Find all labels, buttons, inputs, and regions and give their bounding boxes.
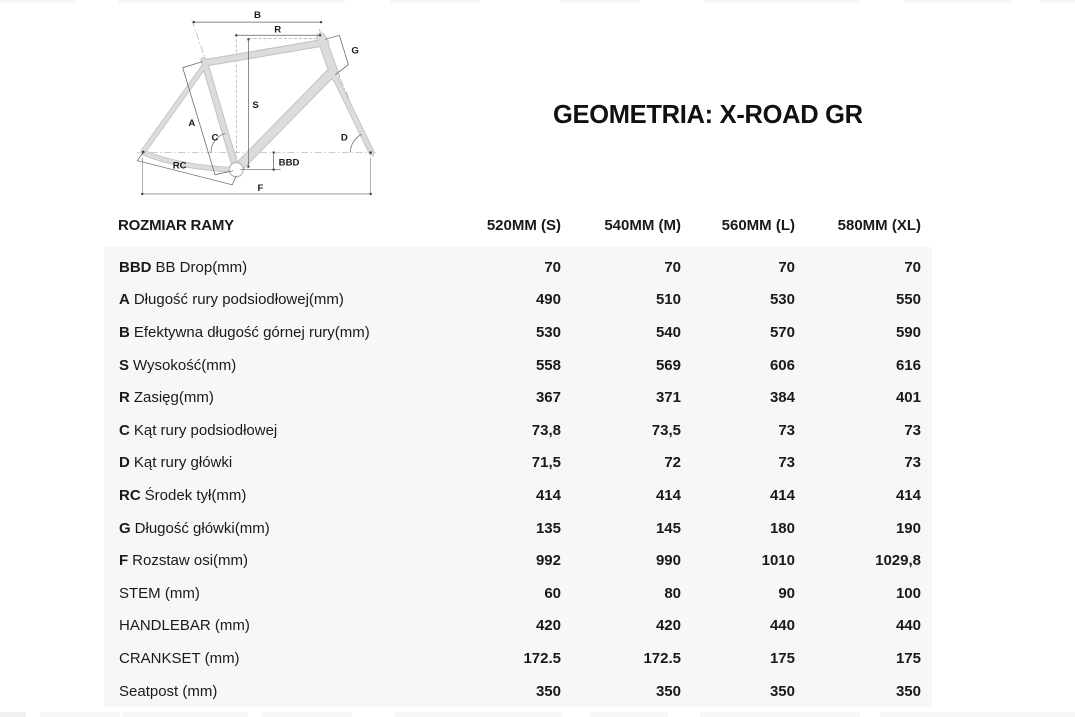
row-description: Zasięg(mm) <box>133 389 214 407</box>
page-title: GEOMETRIA: X-ROAD GR <box>553 99 863 129</box>
value-size-m: 350 <box>655 682 681 700</box>
value-size-m: 70 <box>664 258 681 276</box>
value-size-s: 172.5 <box>523 649 561 667</box>
dim-label-c: C <box>211 132 219 144</box>
value-size-xl: 350 <box>895 682 921 700</box>
value-size-l: 1010 <box>761 552 795 570</box>
row-label <box>104 291 441 308</box>
row-description: HANDLEBAR (mm) <box>119 617 250 635</box>
size-column-header-s: 520MM (S) <box>486 216 561 234</box>
table-row <box>104 414 932 447</box>
frame-size-header: ROZMIAR RAMY <box>118 216 234 234</box>
value-size-m: 172.5 <box>643 649 681 667</box>
cropped-ui-artifact <box>0 712 26 717</box>
row-label <box>104 357 441 374</box>
row-description: Kąt rury podsiodłowej <box>133 421 278 439</box>
dim-label-rc: RC <box>172 160 187 172</box>
value-size-xl: 440 <box>895 617 921 635</box>
row-label <box>104 650 441 667</box>
row-label <box>104 259 441 276</box>
row-code: A <box>119 291 130 309</box>
table-row <box>104 284 932 317</box>
value-size-m: 145 <box>655 519 681 537</box>
row-description: Wysokość(mm) <box>133 356 237 374</box>
value-size-s: 530 <box>535 323 561 341</box>
value-size-l: 175 <box>769 649 795 667</box>
size-column-header-xl: 580MM (XL) <box>837 216 921 234</box>
row-code: B <box>119 323 130 341</box>
value-size-m: 569 <box>655 356 681 374</box>
cropped-ui-artifact <box>700 712 860 717</box>
row-description: Seatpost (mm) <box>119 682 218 700</box>
value-size-xl: 175 <box>895 649 921 667</box>
value-size-l: 180 <box>769 519 795 537</box>
geometry-table-header <box>104 211 932 239</box>
dim-label-r: R <box>274 24 282 36</box>
table-row <box>104 447 932 480</box>
dim-label-d: D <box>340 132 348 144</box>
value-size-m: 72 <box>664 454 681 472</box>
value-size-s: 73,8 <box>531 421 561 439</box>
row-description: Kąt rury główki <box>133 454 233 472</box>
value-size-m: 540 <box>655 323 681 341</box>
value-size-l: 440 <box>769 617 795 635</box>
row-label <box>104 683 441 700</box>
value-size-l: 414 <box>769 486 795 504</box>
table-row <box>104 610 932 643</box>
value-size-xl: 73 <box>904 421 921 439</box>
value-size-s: 992 <box>535 552 561 570</box>
value-size-m: 510 <box>655 291 681 309</box>
cropped-ui-artifact <box>122 712 248 717</box>
row-code: F <box>119 552 129 570</box>
value-size-m: 80 <box>664 584 681 602</box>
value-size-s: 558 <box>535 356 561 374</box>
dim-label-g: G <box>351 45 359 57</box>
dim-label-bbd: BBD <box>278 157 300 169</box>
row-label <box>104 422 441 439</box>
row-label <box>104 389 441 406</box>
value-size-m: 420 <box>655 617 681 635</box>
cropped-ui-artifact <box>395 712 562 717</box>
geometry-table-body <box>104 247 932 707</box>
table-row <box>104 642 932 675</box>
cropped-ui-artifact <box>880 712 1075 717</box>
row-description: Rozstaw osi(mm) <box>132 552 249 570</box>
row-label <box>104 520 441 537</box>
table-row <box>104 577 932 610</box>
size-column-header-m: 540MM (M) <box>604 216 681 234</box>
value-size-s: 367 <box>535 389 561 407</box>
seat-tube-axis-line <box>192 20 206 60</box>
value-size-s: 135 <box>535 519 561 537</box>
row-code: G <box>119 519 131 537</box>
table-row <box>104 479 932 512</box>
cropped-ui-artifact <box>390 0 480 3</box>
row-description: Efektywna długość górnej rury(mm) <box>133 323 370 341</box>
table-row <box>104 675 932 707</box>
value-size-l: 570 <box>769 323 795 341</box>
cropped-ui-artifact <box>905 0 1012 3</box>
row-description: BB Drop(mm) <box>155 258 248 276</box>
value-size-s: 490 <box>535 291 561 309</box>
value-size-l: 73 <box>778 454 795 472</box>
row-description: Długość główki(mm) <box>134 519 270 537</box>
cropped-ui-artifact <box>1040 0 1075 3</box>
value-size-s: 70 <box>544 258 561 276</box>
value-size-m: 73,5 <box>651 421 681 439</box>
row-code: R <box>119 389 130 407</box>
value-size-l: 606 <box>769 356 795 374</box>
row-label <box>104 552 441 569</box>
table-row <box>104 544 932 577</box>
cropped-ui-artifact <box>705 0 860 3</box>
table-row <box>104 381 932 414</box>
value-size-s: 350 <box>535 682 561 700</box>
value-size-m: 414 <box>655 486 681 504</box>
row-code: BBD <box>119 258 152 276</box>
table-row <box>104 316 932 349</box>
value-size-l: 70 <box>778 258 795 276</box>
dim-label-b: B <box>254 10 261 22</box>
value-size-m: 990 <box>655 552 681 570</box>
cropped-ui-artifact <box>0 0 76 3</box>
row-description: STEM (mm) <box>119 584 200 602</box>
row-code: S <box>119 356 130 374</box>
cropped-ui-artifact <box>40 712 120 717</box>
value-size-s: 71,5 <box>531 454 561 472</box>
row-label <box>104 617 441 634</box>
front-axle-dot <box>369 151 372 154</box>
row-description: CRANKSET (mm) <box>119 649 240 667</box>
value-size-s: 60 <box>544 584 561 602</box>
row-description: Długość rury podsiodłowej(mm) <box>133 291 344 309</box>
row-code: C <box>119 421 130 439</box>
value-size-xl: 100 <box>895 584 921 602</box>
table-row <box>104 512 932 545</box>
value-size-xl: 590 <box>895 323 921 341</box>
row-code: D <box>119 454 130 472</box>
table-row <box>104 349 932 382</box>
value-size-l: 73 <box>778 421 795 439</box>
value-size-xl: 73 <box>904 454 921 472</box>
value-size-s: 414 <box>535 486 561 504</box>
value-size-s: 420 <box>535 617 561 635</box>
value-size-xl: 550 <box>895 291 921 309</box>
row-label <box>104 454 441 471</box>
cropped-ui-artifact <box>262 712 352 717</box>
value-size-xl: 1029,8 <box>875 552 921 570</box>
cropped-ui-artifact <box>118 0 345 3</box>
value-size-l: 350 <box>769 682 795 700</box>
value-size-xl: 414 <box>895 486 921 504</box>
row-code: RC <box>119 486 141 504</box>
value-size-m: 371 <box>655 389 681 407</box>
value-size-xl: 190 <box>895 519 921 537</box>
row-label <box>104 487 441 504</box>
cropped-ui-artifact <box>590 712 668 717</box>
size-column-header-l: 560MM (L) <box>721 216 795 234</box>
value-size-xl: 616 <box>895 356 921 374</box>
row-label <box>104 324 441 341</box>
cropped-ui-artifact <box>560 0 640 3</box>
value-size-l: 90 <box>778 584 795 602</box>
dim-label-a: A <box>188 118 196 130</box>
dim-label-f: F <box>257 182 264 194</box>
value-size-l: 384 <box>769 389 795 407</box>
row-label <box>104 585 441 602</box>
row-description: Środek tył(mm) <box>144 486 247 504</box>
table-row <box>104 251 932 284</box>
value-size-xl: 70 <box>904 258 921 276</box>
value-size-l: 530 <box>769 291 795 309</box>
value-size-xl: 401 <box>895 389 921 407</box>
frame-geometry-diagram <box>119 8 402 200</box>
dim-label-s: S <box>252 100 259 112</box>
